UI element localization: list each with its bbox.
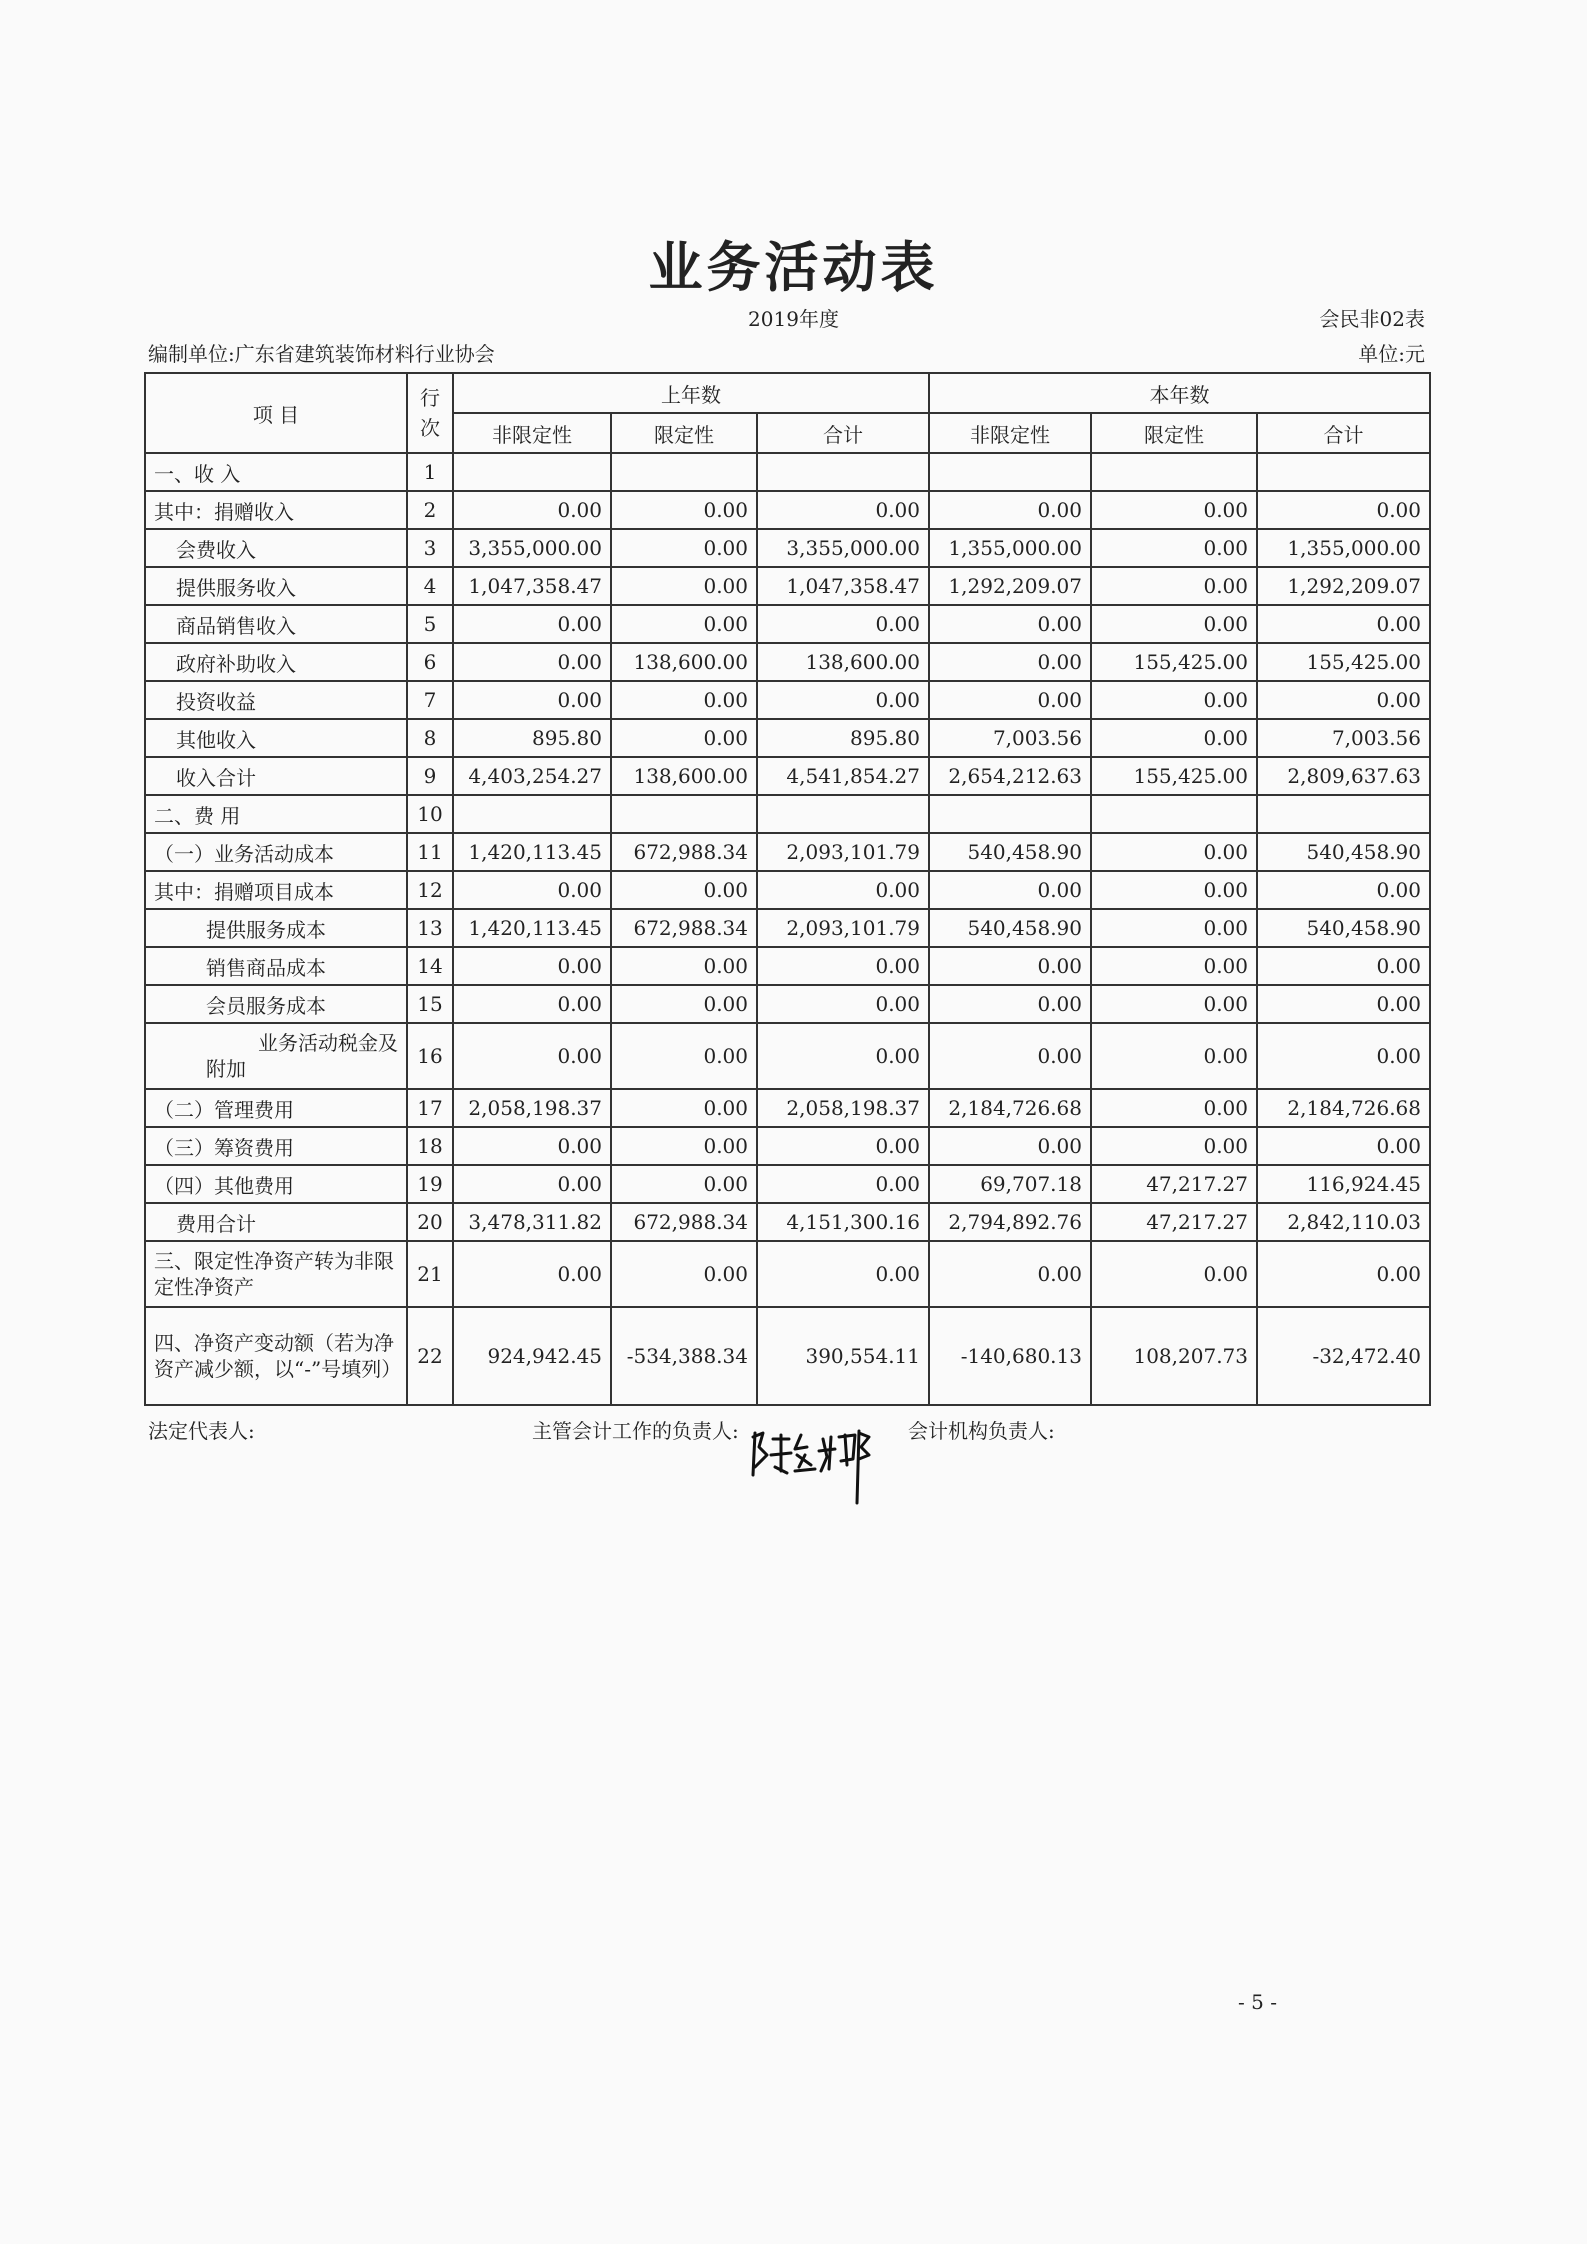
- row-line-number: 1: [407, 453, 453, 491]
- cell-prev-restricted: -534,388.34: [611, 1307, 757, 1405]
- cell-prev-unrestricted: 0.00: [453, 605, 611, 643]
- cell-curr-restricted: 0.00: [1091, 909, 1257, 947]
- currency-unit: 单位:元: [1358, 342, 1425, 366]
- row-line-number: 5: [407, 605, 453, 643]
- row-line-number: 10: [407, 795, 453, 833]
- cell-curr-restricted: 108,207.73: [1091, 1307, 1257, 1405]
- table-row: [145, 909, 1430, 947]
- cell-prev-restricted: 0.00: [611, 1023, 757, 1089]
- cell-prev-restricted: 0.00: [611, 681, 757, 719]
- cell-curr-restricted: 47,217.27: [1091, 1203, 1257, 1241]
- row-line-number: 8: [407, 719, 453, 757]
- row-line-number: 16: [407, 1023, 453, 1089]
- row-item-label: （三）筹资费用: [145, 1127, 407, 1165]
- table-body: [145, 453, 1430, 1405]
- cell-curr-restricted: 0.00: [1091, 605, 1257, 643]
- cell-prev-total: [757, 453, 929, 491]
- row-line-number: 12: [407, 871, 453, 909]
- table-row: [145, 1127, 1430, 1165]
- cell-curr-unrestricted: [929, 453, 1091, 491]
- unit-name: 编制单位:广东省建筑装饰材料行业协会: [148, 342, 495, 366]
- cell-curr-unrestricted: 0.00: [929, 985, 1091, 1023]
- cell-curr-unrestricted: 540,458.90: [929, 833, 1091, 871]
- table-row: [145, 947, 1430, 985]
- row-line-number: 13: [407, 909, 453, 947]
- cell-prev-total: 2,058,198.37: [757, 1089, 929, 1127]
- row-item-label: 提供服务收入: [145, 567, 407, 605]
- cell-curr-unrestricted: 0.00: [929, 947, 1091, 985]
- table-row: [145, 491, 1430, 529]
- cell-prev-total: 0.00: [757, 681, 929, 719]
- header-curr-unrestricted: 非限定性: [929, 413, 1091, 453]
- cell-curr-total: 1,292,209.07: [1257, 567, 1430, 605]
- header-line: 行次: [407, 373, 453, 453]
- cell-prev-total: 0.00: [757, 491, 929, 529]
- cell-prev-unrestricted: 0.00: [453, 491, 611, 529]
- cell-prev-unrestricted: 895.80: [453, 719, 611, 757]
- row-item-label: 四、净资产变动额（若为净资产减少额，以“-”号填列）: [145, 1307, 407, 1405]
- cell-prev-restricted: 0.00: [611, 1127, 757, 1165]
- dept-head-label: 会计机构负责人:: [908, 1419, 1055, 1443]
- cell-curr-total: 2,842,110.03: [1257, 1203, 1430, 1241]
- row-item-label: 政府补助收入: [145, 643, 407, 681]
- cell-curr-total: 0.00: [1257, 1023, 1430, 1089]
- cell-prev-total: 0.00: [757, 871, 929, 909]
- page-number: - 5 -: [1238, 1990, 1277, 2014]
- row-line-number: 20: [407, 1203, 453, 1241]
- cell-prev-restricted: [611, 795, 757, 833]
- cell-curr-unrestricted: 0.00: [929, 871, 1091, 909]
- cell-curr-restricted: 0.00: [1091, 1089, 1257, 1127]
- cell-prev-total: 0.00: [757, 985, 929, 1023]
- table-row: [145, 1307, 1430, 1405]
- cell-curr-total: 0.00: [1257, 871, 1430, 909]
- cell-curr-unrestricted: 0.00: [929, 491, 1091, 529]
- row-line-number: 15: [407, 985, 453, 1023]
- row-item-label: 二、费 用: [145, 795, 407, 833]
- cell-curr-unrestricted: 2,654,212.63: [929, 757, 1091, 795]
- cell-curr-unrestricted: -140,680.13: [929, 1307, 1091, 1405]
- cell-prev-total: 0.00: [757, 947, 929, 985]
- cell-curr-total: 2,809,637.63: [1257, 757, 1430, 795]
- cell-curr-total: 1,355,000.00: [1257, 529, 1430, 567]
- accounting-head-label: 主管会计工作的负责人:: [532, 1419, 739, 1443]
- cell-prev-unrestricted: 924,942.45: [453, 1307, 611, 1405]
- cell-curr-restricted: 0.00: [1091, 567, 1257, 605]
- cell-prev-unrestricted: 4,403,254.27: [453, 757, 611, 795]
- report-year: 2019年度: [748, 307, 839, 331]
- cell-curr-total: 540,458.90: [1257, 833, 1430, 871]
- form-number: 会民非02表: [1319, 307, 1425, 331]
- row-line-number: 21: [407, 1241, 453, 1307]
- cell-prev-total: 0.00: [757, 1241, 929, 1307]
- row-item-label: 一、收 入: [145, 453, 407, 491]
- cell-curr-restricted: 0.00: [1091, 833, 1257, 871]
- cell-curr-unrestricted: 540,458.90: [929, 909, 1091, 947]
- cell-prev-restricted: 0.00: [611, 491, 757, 529]
- cell-curr-total: -32,472.40: [1257, 1307, 1430, 1405]
- cell-prev-unrestricted: 0.00: [453, 947, 611, 985]
- cell-curr-total: 7,003.56: [1257, 719, 1430, 757]
- cell-prev-restricted: 138,600.00: [611, 757, 757, 795]
- cell-prev-restricted: 0.00: [611, 947, 757, 985]
- cell-prev-total: 0.00: [757, 1165, 929, 1203]
- row-line-number: 6: [407, 643, 453, 681]
- cell-curr-total: 0.00: [1257, 605, 1430, 643]
- row-item-label: （一）业务活动成本: [145, 833, 407, 871]
- cell-prev-restricted: [611, 453, 757, 491]
- table-row: [145, 1089, 1430, 1127]
- row-line-number: 9: [407, 757, 453, 795]
- cell-curr-restricted: 0.00: [1091, 985, 1257, 1023]
- cell-prev-restricted: 672,988.34: [611, 909, 757, 947]
- row-item-label: （二）管理费用: [145, 1089, 407, 1127]
- row-line-number: 4: [407, 567, 453, 605]
- cell-prev-unrestricted: 3,478,311.82: [453, 1203, 611, 1241]
- cell-curr-total: 155,425.00: [1257, 643, 1430, 681]
- cell-curr-restricted: 155,425.00: [1091, 643, 1257, 681]
- cell-curr-restricted: 0.00: [1091, 1127, 1257, 1165]
- row-line-number: 18: [407, 1127, 453, 1165]
- table-row: [145, 529, 1430, 567]
- header-curr-restricted: 限定性: [1091, 413, 1257, 453]
- cell-curr-unrestricted: 1,355,000.00: [929, 529, 1091, 567]
- table-row: [145, 1241, 1430, 1307]
- table-row: [145, 453, 1430, 491]
- cell-prev-restricted: 0.00: [611, 567, 757, 605]
- cell-curr-restricted: 0.00: [1091, 529, 1257, 567]
- cell-curr-unrestricted: 0.00: [929, 681, 1091, 719]
- cell-prev-restricted: 0.00: [611, 1089, 757, 1127]
- cell-prev-total: 1,047,358.47: [757, 567, 929, 605]
- cell-prev-unrestricted: 0.00: [453, 1023, 611, 1089]
- cell-curr-unrestricted: 69,707.18: [929, 1165, 1091, 1203]
- cell-curr-unrestricted: 0.00: [929, 1127, 1091, 1165]
- table-row: [145, 757, 1430, 795]
- cell-curr-total: 0.00: [1257, 1241, 1430, 1307]
- table-row: [145, 605, 1430, 643]
- cell-prev-total: 0.00: [757, 1127, 929, 1165]
- cell-prev-restricted: 0.00: [611, 871, 757, 909]
- cell-curr-unrestricted: [929, 795, 1091, 833]
- table-row: [145, 1023, 1430, 1089]
- cell-curr-total: 0.00: [1257, 1127, 1430, 1165]
- cell-curr-unrestricted: 7,003.56: [929, 719, 1091, 757]
- table-row: [145, 681, 1430, 719]
- cell-prev-total: 4,541,854.27: [757, 757, 929, 795]
- cell-prev-unrestricted: 0.00: [453, 1241, 611, 1307]
- cell-prev-total: 2,093,101.79: [757, 833, 929, 871]
- cell-curr-total: [1257, 453, 1430, 491]
- row-item-label: 提供服务成本: [145, 909, 407, 947]
- cell-curr-restricted: 0.00: [1091, 947, 1257, 985]
- row-line-number: 2: [407, 491, 453, 529]
- cell-curr-unrestricted: 2,794,892.76: [929, 1203, 1091, 1241]
- row-line-number: 17: [407, 1089, 453, 1127]
- cell-curr-unrestricted: 2,184,726.68: [929, 1089, 1091, 1127]
- table-row: [145, 1165, 1430, 1203]
- cell-prev-unrestricted: 1,047,358.47: [453, 567, 611, 605]
- cell-curr-unrestricted: 1,292,209.07: [929, 567, 1091, 605]
- cell-curr-unrestricted: 0.00: [929, 643, 1091, 681]
- cell-prev-total: 895.80: [757, 719, 929, 757]
- row-line-number: 7: [407, 681, 453, 719]
- cell-curr-restricted: 0.00: [1091, 491, 1257, 529]
- cell-prev-restricted: 0.00: [611, 985, 757, 1023]
- cell-curr-total: 0.00: [1257, 947, 1430, 985]
- cell-prev-total: 2,093,101.79: [757, 909, 929, 947]
- cell-curr-restricted: 0.00: [1091, 719, 1257, 757]
- cell-curr-total: 0.00: [1257, 491, 1430, 529]
- cell-prev-restricted: 672,988.34: [611, 1203, 757, 1241]
- cell-prev-restricted: 0.00: [611, 605, 757, 643]
- cell-curr-unrestricted: 0.00: [929, 1241, 1091, 1307]
- cell-prev-unrestricted: 0.00: [453, 871, 611, 909]
- cell-curr-restricted: 0.00: [1091, 681, 1257, 719]
- table-row: [145, 719, 1430, 757]
- row-line-number: 11: [407, 833, 453, 871]
- cell-curr-restricted: [1091, 453, 1257, 491]
- header-prev-restricted: 限定性: [611, 413, 757, 453]
- cell-curr-unrestricted: 0.00: [929, 605, 1091, 643]
- row-item-label: 三、限定性净资产转为非限定性净资产: [145, 1241, 407, 1307]
- row-line-number: 3: [407, 529, 453, 567]
- header-curr-total: 合计: [1257, 413, 1430, 453]
- cell-curr-restricted: 47,217.27: [1091, 1165, 1257, 1203]
- cell-prev-unrestricted: 0.00: [453, 681, 611, 719]
- cell-prev-total: 3,355,000.00: [757, 529, 929, 567]
- report-title: 业务活动表: [648, 236, 939, 299]
- row-item-label: 商品销售收入: [145, 605, 407, 643]
- cell-curr-restricted: 0.00: [1091, 1023, 1257, 1089]
- row-item-label: 会员服务成本: [145, 985, 407, 1023]
- legal-rep-label: 法定代表人:: [148, 1419, 255, 1443]
- row-line-number: 19: [407, 1165, 453, 1203]
- cell-prev-unrestricted: [453, 453, 611, 491]
- cell-prev-unrestricted: 1,420,113.45: [453, 833, 611, 871]
- row-item-label: 其他收入: [145, 719, 407, 757]
- cell-prev-total: 4,151,300.16: [757, 1203, 929, 1241]
- cell-prev-restricted: 0.00: [611, 719, 757, 757]
- row-item-label: （四）其他费用: [145, 1165, 407, 1203]
- header-prev-unrestricted: 非限定性: [453, 413, 611, 453]
- cell-prev-restricted: 0.00: [611, 529, 757, 567]
- cell-curr-restricted: 0.00: [1091, 871, 1257, 909]
- row-line-number: 14: [407, 947, 453, 985]
- activity-table: [144, 372, 1431, 1406]
- cell-prev-total: 0.00: [757, 605, 929, 643]
- cell-prev-unrestricted: 1,420,113.45: [453, 909, 611, 947]
- cell-prev-restricted: 0.00: [611, 1241, 757, 1307]
- cell-prev-unrestricted: 0.00: [453, 985, 611, 1023]
- table-row: [145, 833, 1430, 871]
- row-item-label: 业务活动税金及附加: [145, 1023, 407, 1089]
- row-item-label: 其中：捐赠收入: [145, 491, 407, 529]
- cell-prev-restricted: 138,600.00: [611, 643, 757, 681]
- handwritten-signature: [745, 1425, 880, 1505]
- cell-curr-restricted: 0.00: [1091, 1241, 1257, 1307]
- cell-curr-unrestricted: 0.00: [929, 1023, 1091, 1089]
- cell-prev-unrestricted: 0.00: [453, 1127, 611, 1165]
- table-row: [145, 795, 1430, 833]
- row-item-label: 收入合计: [145, 757, 407, 795]
- cell-curr-total: 0.00: [1257, 985, 1430, 1023]
- cell-prev-total: [757, 795, 929, 833]
- cell-prev-unrestricted: 3,355,000.00: [453, 529, 611, 567]
- cell-curr-restricted: 155,425.00: [1091, 757, 1257, 795]
- header-curr-year: 本年数: [929, 373, 1430, 413]
- row-line-number: 22: [407, 1307, 453, 1405]
- cell-curr-total: 540,458.90: [1257, 909, 1430, 947]
- cell-prev-total: 390,554.11: [757, 1307, 929, 1405]
- cell-curr-total: [1257, 795, 1430, 833]
- cell-curr-total: 2,184,726.68: [1257, 1089, 1430, 1127]
- cell-prev-unrestricted: 0.00: [453, 643, 611, 681]
- cell-prev-restricted: 672,988.34: [611, 833, 757, 871]
- cell-prev-unrestricted: 0.00: [453, 1165, 611, 1203]
- cell-prev-restricted: 0.00: [611, 1165, 757, 1203]
- row-item-label: 费用合计: [145, 1203, 407, 1241]
- cell-curr-restricted: [1091, 795, 1257, 833]
- row-item-label: 销售商品成本: [145, 947, 407, 985]
- row-item-label: 会费收入: [145, 529, 407, 567]
- header-prev-year: 上年数: [453, 373, 929, 413]
- table-row: [145, 871, 1430, 909]
- cell-prev-unrestricted: 2,058,198.37: [453, 1089, 611, 1127]
- table-row: [145, 567, 1430, 605]
- cell-prev-total: 138,600.00: [757, 643, 929, 681]
- header-item: 项 目: [145, 373, 407, 453]
- cell-prev-total: 0.00: [757, 1023, 929, 1089]
- header-prev-total: 合计: [757, 413, 929, 453]
- table-row: [145, 1203, 1430, 1241]
- row-item-label: 其中：捐赠项目成本: [145, 871, 407, 909]
- table-row: [145, 643, 1430, 681]
- cell-prev-unrestricted: [453, 795, 611, 833]
- row-item-label: 投资收益: [145, 681, 407, 719]
- cell-curr-total: 0.00: [1257, 681, 1430, 719]
- cell-curr-total: 116,924.45: [1257, 1165, 1430, 1203]
- table-row: [145, 985, 1430, 1023]
